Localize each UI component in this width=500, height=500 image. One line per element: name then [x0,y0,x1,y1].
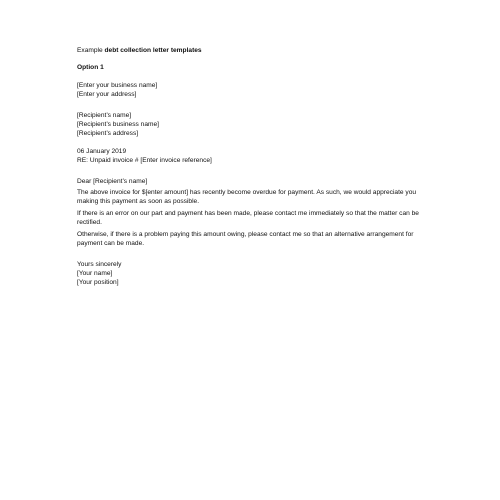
letter-date: 06 January 2019 [77,148,127,155]
body-paragraph: The above invoice for $[enter amount] has recently become overdue for payment. As such, we would appreciate you making this payment as soon as possible. [77,189,417,205]
signer-position: [Your position] [77,279,119,286]
valediction: Yours sincerely [77,261,122,268]
letter-document [77,46,437,287]
signer-name: [Your name] [77,270,113,277]
option-title: Option 1 [77,64,104,71]
body-paragraph: If there is an error on our part and payment has been made, please contact me immediately so that the matter can be rectified. [77,210,419,226]
heading-bold-title: debt collection letter templates [104,47,202,54]
sender-address: [Enter your address] [77,91,137,98]
recipient-business-name: [Recipient’s business name] [77,121,159,128]
heading-prefix: Example [77,47,105,54]
recipient-name: [Recipient’s name] [77,112,132,119]
document-heading [77,46,437,55]
letter-body [77,177,437,248]
sender-business-name: [Enter your business name] [77,82,158,89]
salutation: Dear [Recipient’s name] [77,178,148,185]
closing-block [77,260,437,287]
body-paragraph: Otherwise, if there is a problem paying this amount owing, please contact me so that an alternative arrangement for payment can be made. [77,231,414,247]
date-subject-block [77,147,437,165]
sender-block [77,81,437,99]
recipient-block [77,111,437,138]
letter-subject: RE: Unpaid invoice # [Enter invoice reference] [77,157,212,164]
recipient-address: [Recipient’s address] [77,130,139,137]
